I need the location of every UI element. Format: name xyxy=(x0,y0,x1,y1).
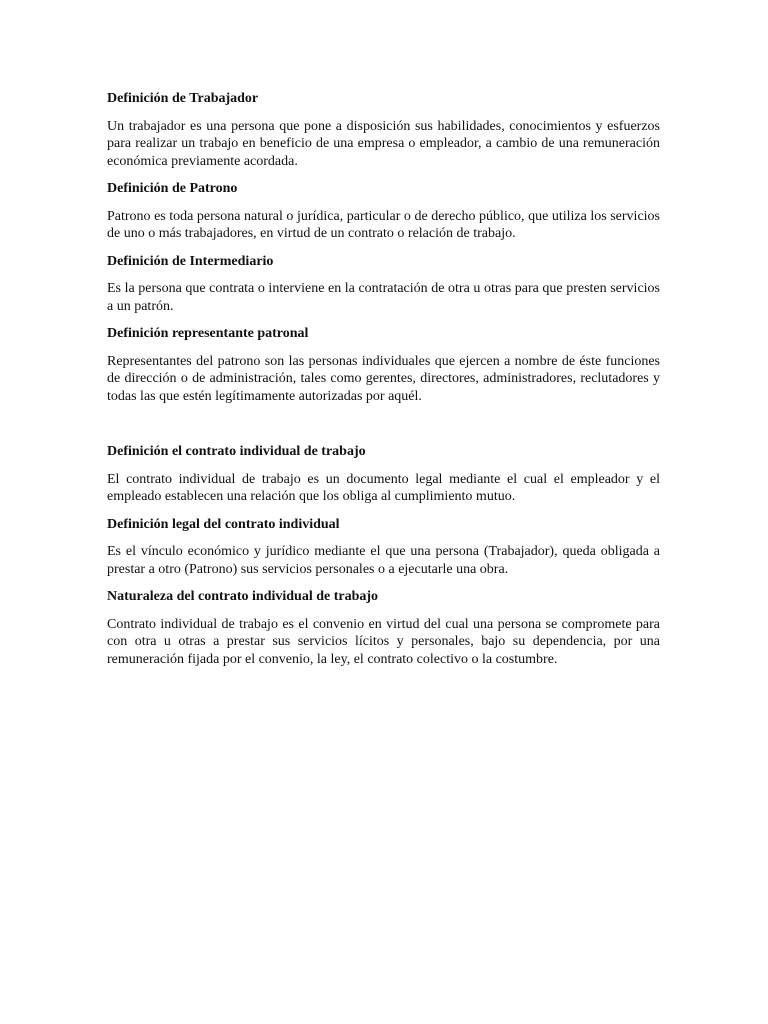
section-paragraph: Representantes del patrono son las personas individuales que ejercen a nombre de éste funciones de dirección o de administración, tales como gerentes, directores, administradores, reclutadores y todas las que estén legítimamente autorizadas por aquél. xyxy=(107,353,660,404)
section-paragraph: El contrato individual de trabajo es un documento legal mediante el cual el empleador y el empleado establecen una relación que los obliga al cumplimiento mutuo. xyxy=(107,471,660,504)
section-paragraph: Un trabajador es una persona que pone a disposición sus habilidades, conocimientos y esfuerzos para realizar un trabajo en beneficio de una empresa o empleador, a cambio de una remuneración económica previamente acordada. xyxy=(107,118,660,169)
section-heading: Definición representante patronal xyxy=(107,326,309,341)
section-paragraph: Es el vínculo económico y jurídico mediante el que una persona (Trabajador), queda obligada a prestar a otro (Patrono) sus servicios personales o a ejecutarle una obra. xyxy=(107,544,660,577)
section-patrono xyxy=(107,180,660,243)
document-page xyxy=(107,90,660,678)
section-heading: Definición el contrato individual de trabajo xyxy=(107,444,366,459)
section-paragraph: Patrono es toda persona natural o jurídica, particular o de derecho público, que utiliza los servicios de uno o más trabajadores, en virtud de un contrato o relación de trabajo. xyxy=(107,208,660,241)
section-paragraph: Es la persona que contrata o interviene en la contratación de otra u otras para que presten servicios a un patrón. xyxy=(107,281,660,314)
section-definicion-legal xyxy=(107,516,660,579)
section-heading: Definición de Intermediario xyxy=(107,253,274,269)
blank-line-spacer xyxy=(107,415,660,443)
section-heading: Naturaleza del contrato individual de trabajo xyxy=(107,589,379,604)
section-paragraph: Contrato individual de trabajo es el convenio en virtud del cual una persona se compromete para con otra u otras a prestar sus servicios lícitos y personales, bajo su dependencia, por una remuneración fijada por el convenio, la ley, el contrato colectivo o la costumbre. xyxy=(107,616,660,667)
section-heading: Definición de Trabajador xyxy=(107,91,259,106)
section-trabajador xyxy=(107,90,660,170)
section-heading: Definición legal del contrato individual xyxy=(107,516,340,532)
section-heading: Definición de Patrono xyxy=(107,181,238,196)
section-contrato-individual xyxy=(107,443,660,506)
section-naturaleza-contrato xyxy=(107,588,660,668)
section-representante-patronal xyxy=(107,325,660,405)
section-intermediario xyxy=(107,253,660,316)
